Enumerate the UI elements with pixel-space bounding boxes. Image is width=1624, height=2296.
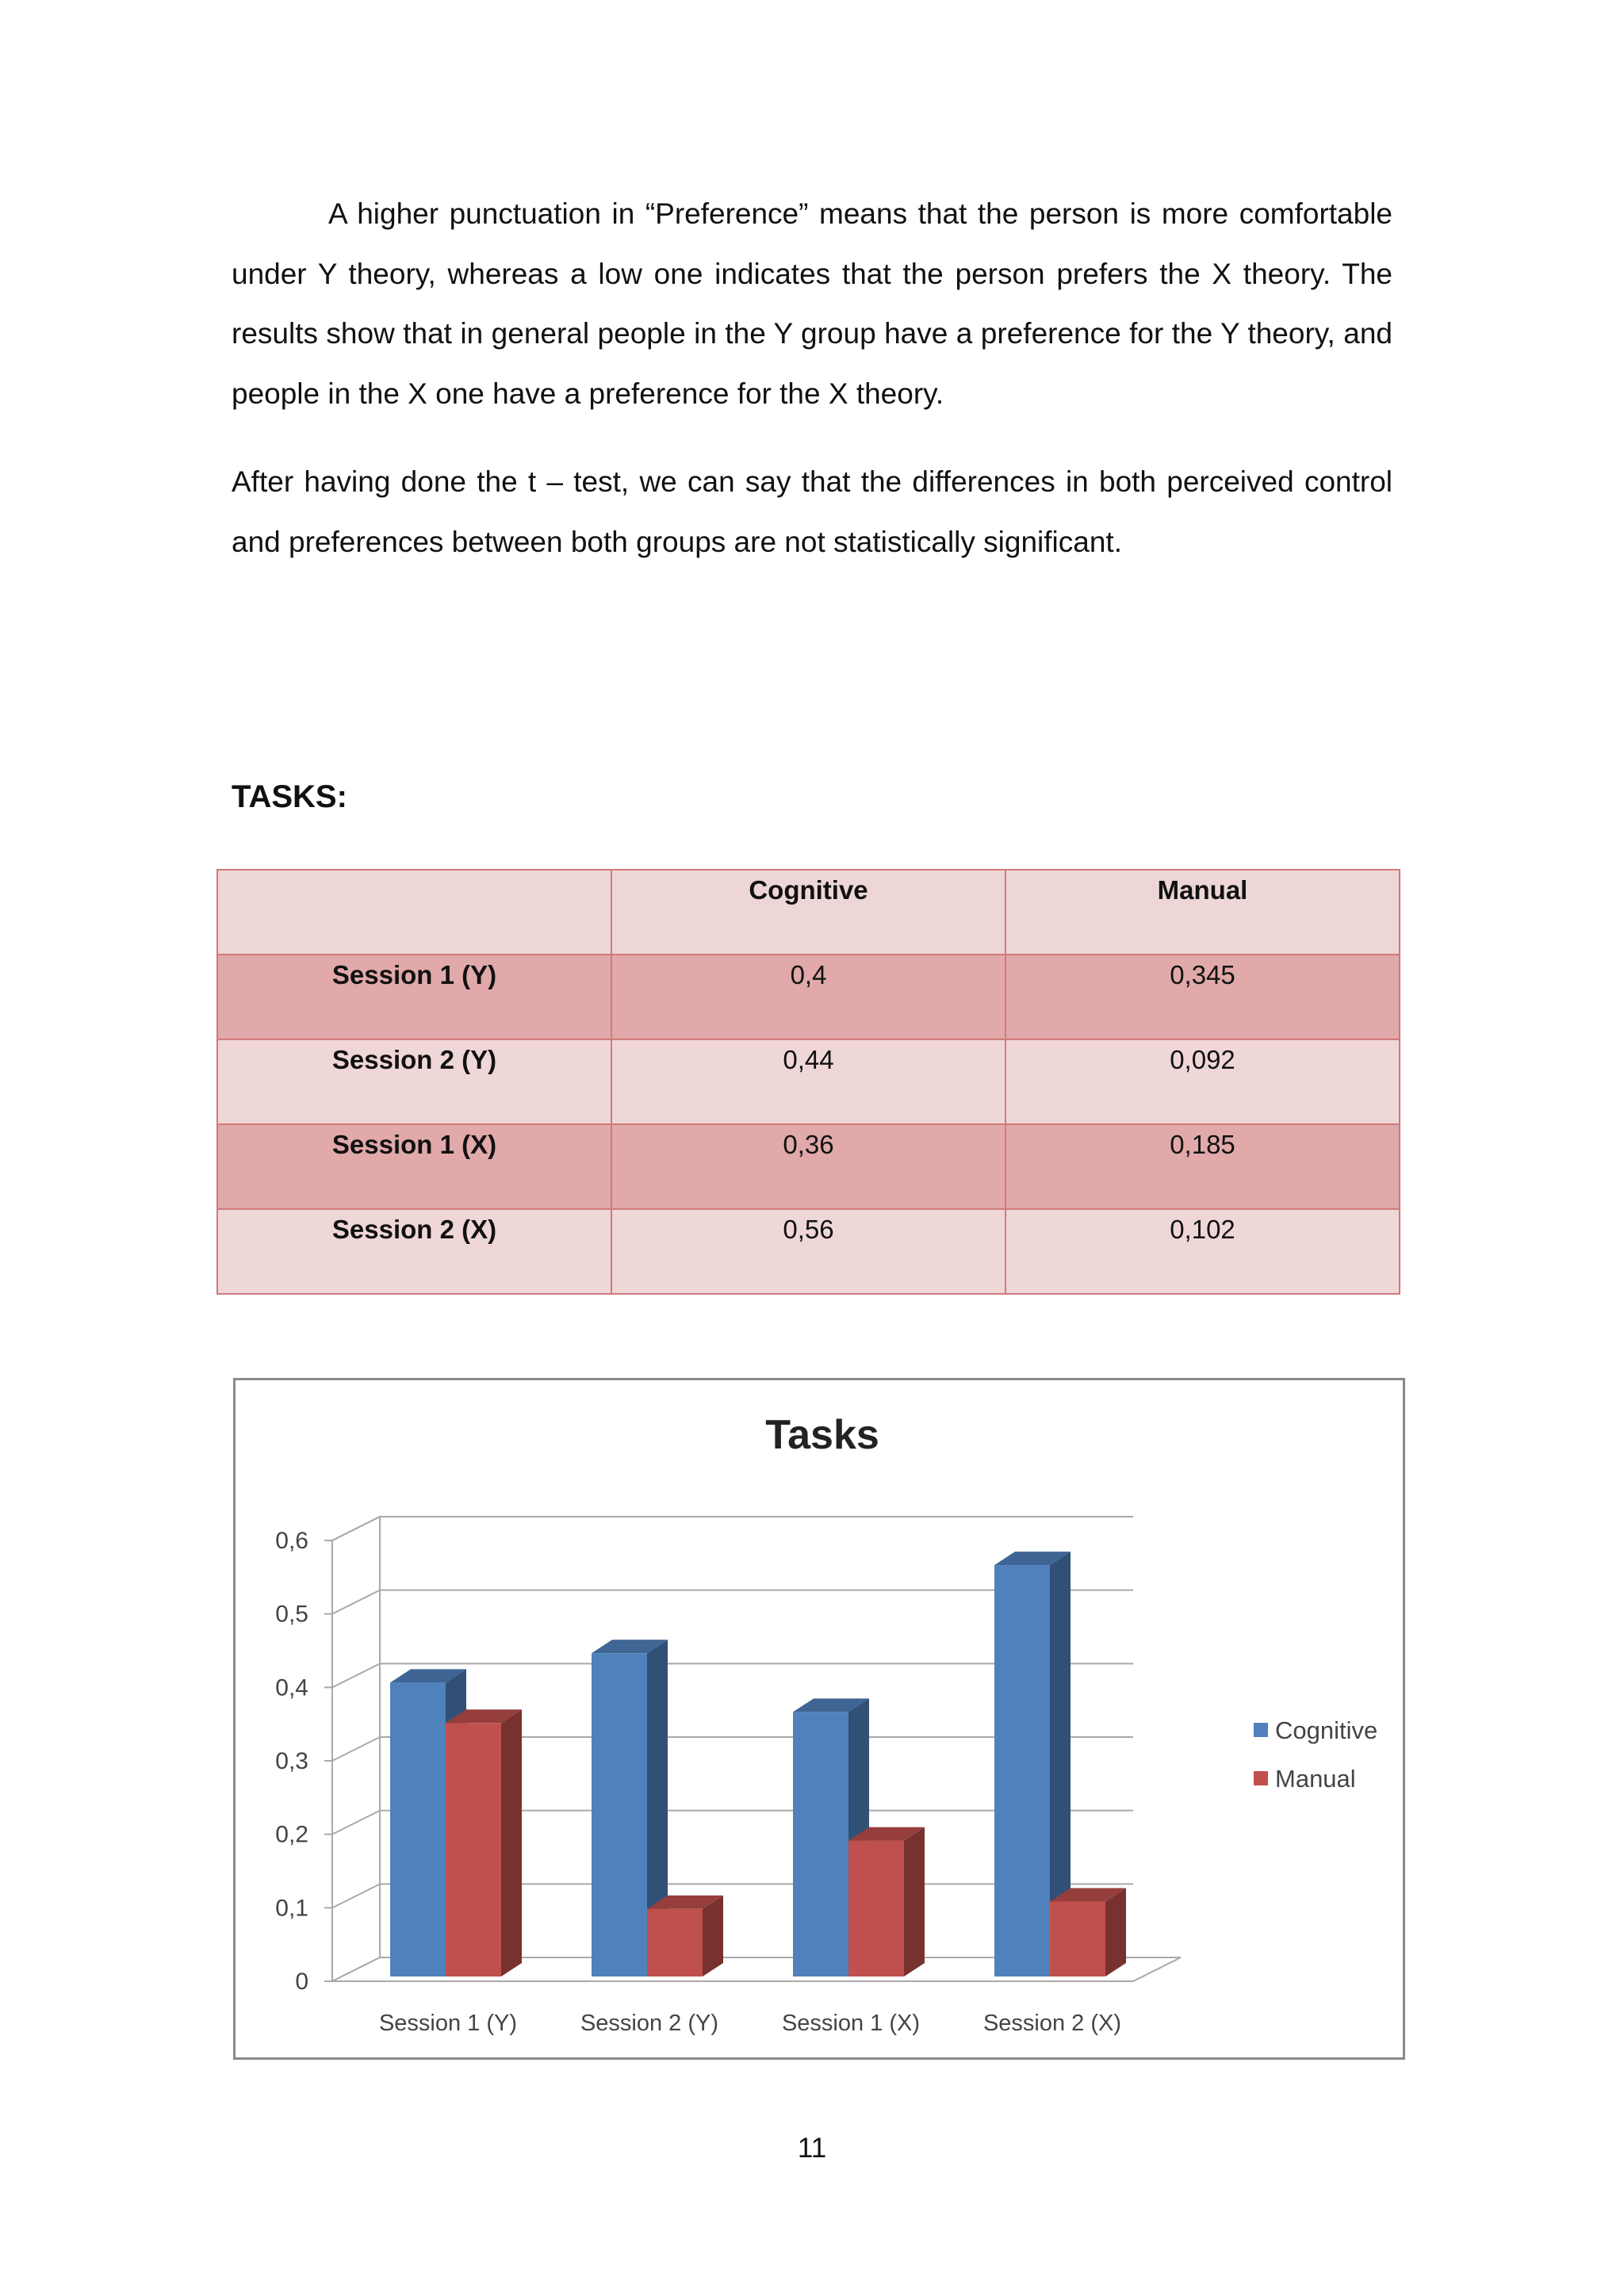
legend-swatch-manual: [1254, 1771, 1268, 1785]
row-label: Session 2 (Y): [217, 1039, 611, 1124]
row-label: Session 1 (X): [217, 1124, 611, 1209]
bar-manual-side: [703, 1896, 723, 1976]
table-row: [217, 955, 1400, 1039]
y-tick-label: 0,3: [275, 1748, 308, 1774]
paragraph-preference: A higher punctuation in “Preference” means that the person is more comfortable under Y theory, whereas a low one indicates that the person prefers the X theory. The results show that in general people in the Y group have a preference for the Y theory, and people in the X one have a preference for the X theory.: [232, 197, 1392, 410]
x-category-label: Session 2 (X): [982, 2011, 1122, 2036]
cognitive-cell: 0,36: [611, 1124, 1005, 1209]
bar-cognitive: [390, 1682, 446, 1976]
tasks-chart: [233, 1378, 1405, 2060]
x-category-label: Session 2 (Y): [580, 2011, 719, 2036]
y-tick-label: 0,1: [275, 1895, 308, 1922]
x-category-label: Session 1 (X): [781, 2011, 921, 2036]
y-tick-label: 0: [295, 1969, 308, 1995]
table-header-row: [217, 870, 1400, 955]
table-row: [217, 1124, 1400, 1209]
bar-manual: [647, 1909, 703, 1976]
chart-canvas: [236, 1380, 1403, 2057]
manual-cell: 0,092: [1005, 1039, 1400, 1124]
y-tick-label: 0,2: [275, 1821, 308, 1848]
chart-title: Tasks: [765, 1412, 879, 1458]
y-tick-label: 0,5: [275, 1601, 308, 1628]
page-number: 11: [797, 2133, 827, 2164]
table-row: [217, 1039, 1400, 1124]
table-header-cell: [217, 870, 611, 955]
x-category-label: Session 1 (Y): [378, 2011, 518, 2036]
section-heading-tasks: TASKS:: [232, 779, 347, 814]
legend-label-cognitive: Cognitive: [1275, 1716, 1378, 1744]
bar-manual-side: [1105, 1888, 1126, 1976]
manual-cell: 0,102: [1005, 1209, 1400, 1294]
y-tick-label: 0,6: [275, 1528, 308, 1554]
cognitive-cell: 0,56: [611, 1209, 1005, 1294]
bar-cognitive: [592, 1653, 647, 1976]
paragraph-t-test: After having done the t – test, we can say that the differences in both perceived control and preferences between both groups are not statistically significant.: [232, 465, 1392, 558]
manual-cell: 0,185: [1005, 1124, 1400, 1209]
table-header-cell: Cognitive: [611, 870, 1005, 955]
tasks-table: [216, 869, 1400, 1295]
bar-manual: [848, 1841, 904, 1976]
legend-label-manual: Manual: [1275, 1765, 1356, 1793]
y-tick-label: 0,4: [275, 1674, 308, 1701]
table-row: [217, 1209, 1400, 1294]
bar-manual: [1050, 1901, 1105, 1976]
table-header-cell: Manual: [1005, 870, 1400, 955]
bar-cognitive: [994, 1565, 1050, 1976]
bar-cognitive: [793, 1712, 848, 1976]
row-label: Session 1 (Y): [217, 955, 611, 1039]
row-label: Session 2 (X): [217, 1209, 611, 1294]
bar-manual: [446, 1723, 501, 1976]
manual-cell: 0,345: [1005, 955, 1400, 1039]
cognitive-cell: 0,44: [611, 1039, 1005, 1124]
legend-swatch-cognitive: [1254, 1723, 1268, 1737]
bar-manual-side: [904, 1827, 925, 1976]
bar-manual-side: [501, 1709, 522, 1976]
cognitive-cell: 0,4: [611, 955, 1005, 1039]
